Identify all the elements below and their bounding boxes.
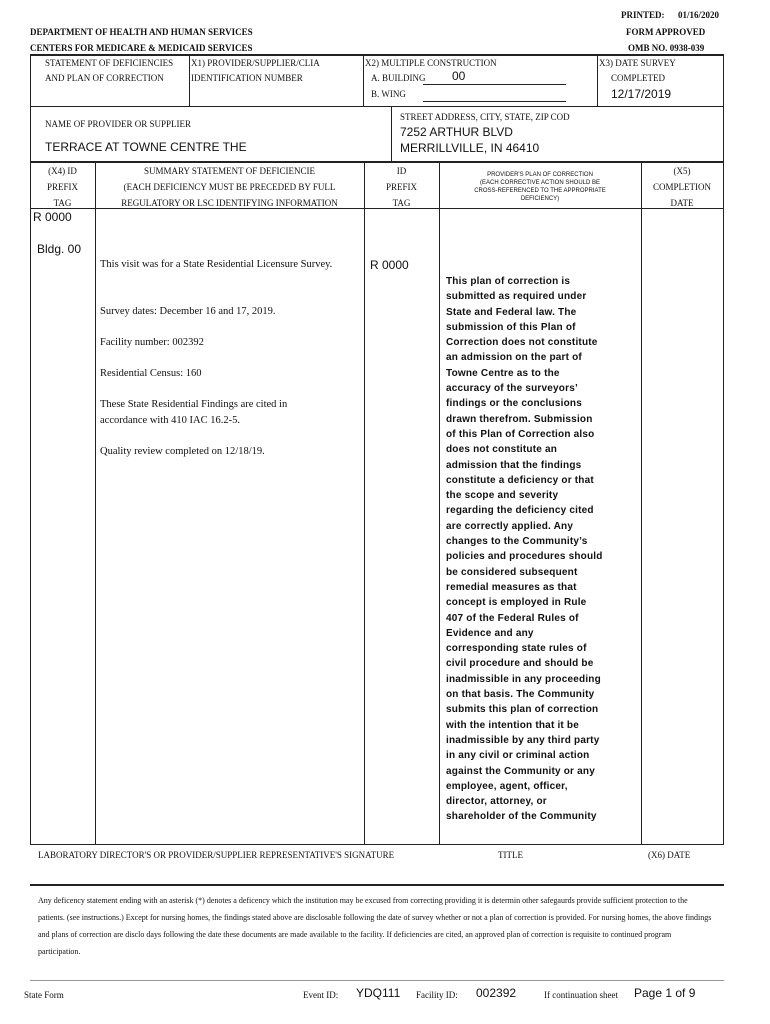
x2-wing-label: B. WING [371, 89, 406, 99]
form-approved: FORM APPROVED [626, 27, 706, 37]
x4-header-1: (X4) ID [48, 166, 77, 176]
box-rule [30, 106, 724, 107]
director-signature-label: LABORATORY DIRECTOR'S OR PROVIDER/SUPPLIER REPRESENTATIVE'S SIGNATURE [38, 850, 395, 860]
x5-header-1: (X5) [673, 166, 691, 176]
x1-label-1: X1) PROVIDER/SUPPLIER/CLIA [191, 58, 320, 68]
box-divider [391, 107, 392, 162]
x4-header-2: PREFIX [46, 182, 78, 192]
column-header-rule [30, 208, 724, 209]
plan-header-4: DEFICIENCY) [520, 196, 560, 202]
omb-number: OMB NO. 0938-039 [628, 43, 705, 53]
statement-label-2: AND PLAN OF CORRECTION [45, 73, 164, 83]
disclaimer-notes: Any deficency statement ending with an asterisk (*) denotes a deficency which the institution may be excused from correcting providing it is determin other safegaurds provide sufficient protection to the patients. (see instructions.) Except for nursing homes, the findings stated above are disclosable following the date of survey whether or not a plan of correction is provided. For nursing homes, the above findings and plans of correction are disclo days following the date these documents are made available to the facility. If deficiencies are cited, an approved plan of correction is requisite to continued program participation. [38, 896, 712, 956]
x2-building-label: A. BUILDING [371, 73, 426, 83]
column-divider [439, 162, 440, 845]
provider-name: TERRACE AT TOWNE CENTRE THE [45, 140, 247, 154]
event-id-value: YDQ111 [356, 986, 401, 1000]
box-divider [189, 55, 190, 107]
plan-of-correction-text: This plan of correction is submitted as required under State and Federal law. The submission of this Plan of Correction does not constitute an admission on the part of Towne Centre as to the accuracy of the surveyors’ findings or the conclusions drawn therefrom. Submission of this Plan of Correction also does not constitute an admission that the findings constitute a deficiency or that the scope and severity regarding the deficiency cited are correctly applied. Any changes to the Community’s policies and procedures should be considered subsequent remedial measures as that concept is employed in Rule 407 of the Federal Rules of Evidence and any corresponding state rules of civil procedure and should be inadmissible in any proceeding on that basis. The Community submits this plan of correction with the intention that it be inadmissible by any third party in any civil or criminal action against the Community or any employee, agent, officer, director, attorney, or shareholder of the Community [446, 276, 603, 823]
summary-header-1: SUMMARY STATEMENT OF DEFICIENCIE [143, 166, 316, 176]
summary-paragraph: Quality review completed on 12/18/19. [100, 446, 265, 457]
box-divider [723, 55, 724, 162]
summary-paragraph: Survey dates: December 16 and 17, 2019. [100, 306, 276, 317]
box-divider [363, 55, 364, 107]
signature-bottom-rule [30, 884, 724, 886]
box-divider [30, 107, 31, 162]
provider-label: NAME OF PROVIDER OR SUPPLIER [45, 119, 192, 129]
column-divider [723, 162, 724, 845]
id-header-1: ID [396, 166, 407, 176]
statement-label-1: STATEMENT OF DEFICIENCIES [45, 58, 174, 68]
x2-label: X2) MULTIPLE CONSTRUCTION [365, 58, 497, 68]
centers-title: CENTERS FOR MEDICARE & MEDICAID SERVICES [30, 43, 253, 53]
plan-header-3: CROSS-REFERENCED TO THE APPROPRIATE [474, 188, 606, 194]
top-rule [30, 54, 724, 56]
column-divider [30, 162, 31, 845]
plan-header-1: PROVIDER'S PLAN OF CORRECTION [487, 172, 593, 178]
address-line-2: MERRILLVILLE, IN 46410 [400, 141, 540, 155]
building-label: Bldg. 00 [37, 242, 82, 256]
x2-building-value: 00 [452, 69, 466, 83]
tag-left: R 0000 [33, 210, 72, 224]
summary-header-3: REGULATORY OR LSC IDENTIFYING INFORMATION [121, 198, 338, 208]
address-label: STREET ADDRESS, CITY, STATE, ZIP COD [400, 112, 570, 122]
x3-label-1: X3) DATE SURVEY [599, 58, 676, 68]
x6-date-label: (X6) DATE [648, 850, 691, 860]
printed-label: PRINTED: [621, 10, 665, 20]
event-id-label: Event ID: [303, 990, 339, 1000]
notes-bottom-rule [30, 980, 724, 981]
building-underline [423, 84, 566, 85]
summary-paragraph: These State Residential Findings are cited in accordance with 410 IAC 16.2-5. [100, 399, 288, 426]
id-header-2: PREFIX [385, 182, 417, 192]
column-divider [95, 162, 96, 845]
continuation-label: If continuation sheet [544, 990, 618, 1000]
id-header-3: TAG [392, 198, 411, 208]
signature-top-rule [30, 844, 724, 845]
printed-date: 01/16/2020 [678, 10, 720, 20]
x3-label-2: COMPLETED [611, 73, 665, 83]
facility-id-label: Facility ID: [416, 990, 458, 1000]
box-divider [597, 55, 598, 107]
facility-id-value: 002392 [476, 986, 517, 1000]
plan-header-2: (EACH CORRECTIVE ACTION SHOULD BE [479, 180, 601, 186]
x5-header-3: DATE [670, 198, 694, 208]
summary-header-2: (EACH DEFICIENCY MUST BE PRECEDED BY FULL [123, 182, 336, 192]
x5-header-2: COMPLETION [653, 182, 711, 192]
page-number: Page 1 of 9 [634, 986, 696, 1000]
x1-label-2: IDENTIFICATION NUMBER [191, 73, 303, 83]
department-title: DEPARTMENT OF HEALTH AND HUMAN SERVICES [30, 27, 253, 37]
summary-paragraph: Facility number: 002392 [100, 337, 204, 348]
summary-paragraph: Residential Census: 160 [100, 368, 202, 379]
x3-date: 12/17/2019 [611, 87, 672, 101]
column-divider [641, 162, 642, 845]
title-label: TITLE [498, 850, 523, 860]
wing-underline [423, 101, 566, 102]
column-top-rule [30, 161, 724, 163]
tag-right: R 0000 [370, 258, 409, 272]
address-line-1: 7252 ARTHUR BLVD [400, 125, 513, 139]
summary-paragraph: This visit was for a State Residential Licensure Survey. [100, 259, 333, 270]
state-form-label: State Form [24, 990, 64, 1000]
x4-header-3: TAG [53, 198, 72, 208]
column-divider [364, 162, 365, 845]
box-divider [30, 55, 31, 107]
